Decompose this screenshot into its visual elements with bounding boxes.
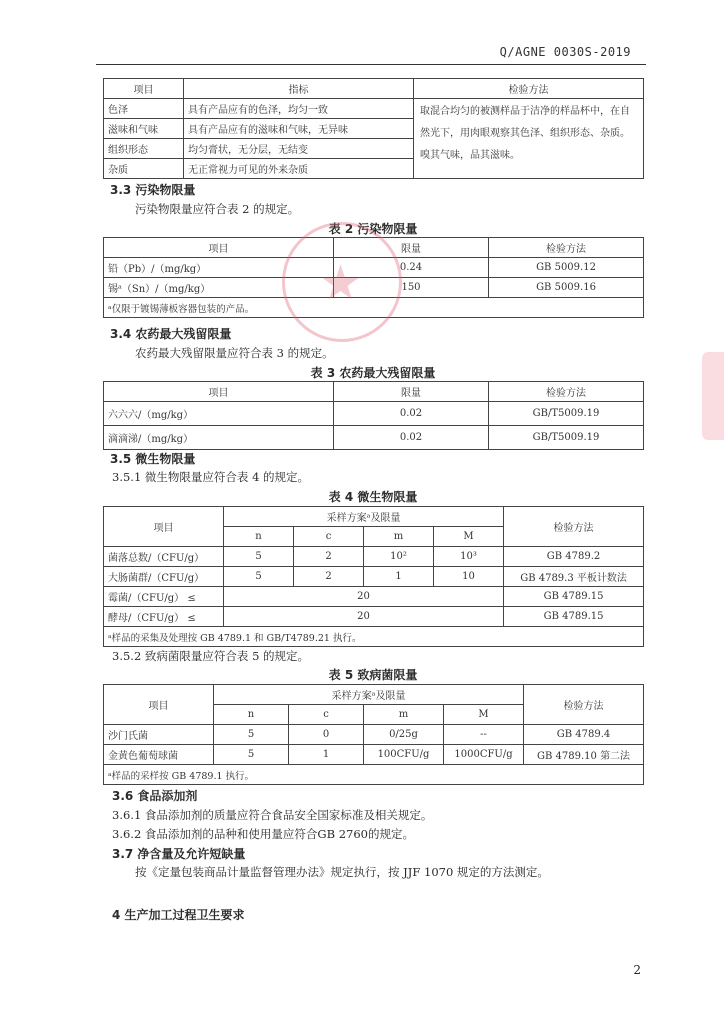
cell-limit: 20 [224, 607, 504, 627]
table-note: ᵃ仅限于镀锡薄板容器包装的产品。 [104, 298, 644, 318]
col-header-M: M [434, 527, 504, 547]
cell-limit: 20 [224, 587, 504, 607]
table-row [104, 567, 644, 587]
edge-seal-mark [702, 352, 724, 440]
col-header-limit: 限量 [334, 382, 489, 402]
col-header-item: 项目 [104, 79, 184, 99]
section-3-4-text: 农药最大残留限量应符合表 3 的规定。 [135, 346, 334, 360]
section-3-5-1-text: 3.5.1 微生物限量应符合表 4 的规定。 [112, 470, 310, 484]
cell-item: 滋味和气味 [104, 119, 184, 139]
table-row [104, 587, 644, 607]
col-header-limit: 限量 [334, 238, 489, 258]
cell-item: 色泽 [104, 99, 184, 119]
cell-item: 滴滴涕/（mg/kg） [104, 426, 334, 450]
cell-limit: 0.02 [334, 402, 489, 426]
table-header-row [104, 238, 644, 258]
section-3-6-2-text: 3.6.2 食品添加剂的品种和使用量应符合GB 2760的规定。 [112, 827, 414, 841]
cell-m: 10² [364, 547, 434, 567]
cell-item: 组织形态 [104, 139, 184, 159]
table-2-caption: 表 2 污染物限量 [328, 222, 418, 236]
cell-method: 取混合均匀的被测样品于洁净的样品杯中，在自然光下，用肉眼观察其色泽、组织形态、杂质。嗅其气味，品其滋味。 [414, 99, 644, 179]
cell-limit: 0.24 [334, 258, 489, 278]
table-row [104, 278, 644, 298]
table-row [104, 547, 644, 567]
cell-item: 酵母/（CFU/g） ≤ [104, 607, 224, 627]
cell-n: 5 [214, 725, 289, 745]
cell-item: 霉菌/（CFU/g） ≤ [104, 587, 224, 607]
col-header-c: c [294, 527, 364, 547]
pathogen-table [103, 684, 644, 785]
section-3-4-heading: 3.4 农药最大残留限量 [110, 327, 232, 341]
cell-M: 10³ [434, 547, 504, 567]
cell-method: GB 5009.12 [489, 258, 644, 278]
table-note: ᵃ样品的采样按 GB 4789.1 执行。 [104, 765, 644, 785]
cell-method: GB 4789.15 [504, 607, 644, 627]
cell-item: 金黄色葡萄球菌 [104, 745, 214, 765]
cell-method: GB/T5009.19 [489, 402, 644, 426]
cell-M: -- [444, 725, 524, 745]
section-3-7-text: 按《定量包装商品计量监督管理办法》规定执行，按 JJF 1070 规定的方法测定。 [135, 865, 549, 879]
col-header-method: 检验方法 [524, 685, 644, 725]
col-header-item: 项目 [104, 685, 214, 725]
cell-m: 1 [364, 567, 434, 587]
col-header-method: 检验方法 [414, 79, 644, 99]
col-header-m: m [364, 527, 434, 547]
cell-method: GB 4789.10 第二法 [524, 745, 644, 765]
section-3-6-heading: 3.6 食品添加剂 [112, 789, 198, 803]
cell-c: 2 [294, 547, 364, 567]
seal-star-icon: ★ [319, 255, 363, 311]
table-5-caption: 表 5 致病菌限量 [328, 668, 418, 682]
cell-m: 0/25g [364, 725, 444, 745]
col-header-M: M [444, 705, 524, 725]
table-note-row [104, 765, 644, 785]
section-3-7-heading: 3.7 净含量及允许短缺量 [112, 847, 246, 861]
cell-c: 2 [294, 567, 364, 587]
cell-method: GB/T5009.19 [489, 426, 644, 450]
contaminant-table [103, 237, 644, 318]
col-header-m: m [364, 705, 444, 725]
col-header-sampling-plan: 采样方案ᵃ及限量 [224, 507, 504, 527]
cell-n: 5 [214, 745, 289, 765]
section-3-3-text: 污染物限量应符合表 2 的规定。 [135, 202, 300, 216]
cell-limit: 0.02 [334, 426, 489, 450]
table-row [104, 745, 644, 765]
cell-indicator: 具有产品应有的滋味和气味，无异味 [184, 119, 414, 139]
table-header-row [104, 685, 644, 705]
cell-method: GB 4789.3 平板计数法 [504, 567, 644, 587]
cell-item: 沙门氏菌 [104, 725, 214, 745]
cell-item: 大肠菌群/（CFU/g） [104, 567, 224, 587]
cell-item: 锡ᵃ（Sn）/（mg/kg） [104, 278, 334, 298]
cell-n: 5 [224, 547, 294, 567]
cell-method: GB 4789.2 [504, 547, 644, 567]
section-3-3-heading: 3.3 污染物限量 [110, 183, 196, 197]
cell-m: 100CFU/g [364, 745, 444, 765]
header-rule [96, 64, 646, 65]
col-header-method: 检验方法 [489, 382, 644, 402]
section-3-6-1-text: 3.6.1 食品添加剂的质量应符合食品安全国家标准及相关规定。 [112, 808, 433, 822]
table-row [104, 725, 644, 745]
cell-item: 六六六/（mg/kg） [104, 402, 334, 426]
cell-indicator: 均匀膏状，无分层，无结变 [184, 139, 414, 159]
col-header-method: 检验方法 [489, 238, 644, 258]
col-header-n: n [214, 705, 289, 725]
table-4-caption: 表 4 微生物限量 [328, 490, 418, 504]
cell-method: GB 4789.15 [504, 587, 644, 607]
cell-M: 1000CFU/g [444, 745, 524, 765]
cell-item: 铅（Pb）/（mg/kg） [104, 258, 334, 278]
col-header-method: 检验方法 [504, 507, 644, 547]
cell-item: 杂质 [104, 159, 184, 179]
cell-item: 菌落总数/（CFU/g） [104, 547, 224, 567]
table-note: ᵃ样品的采集及处理按 GB 4789.1 和 GB/T4789.21 执行。 [104, 627, 644, 647]
section-3-5-heading: 3.5 微生物限量 [110, 452, 196, 466]
table-row [104, 607, 644, 627]
cell-method: GB 4789.4 [524, 725, 644, 745]
section-4-heading: 4 生产加工过程卫生要求 [112, 908, 245, 922]
table-header-row [104, 507, 644, 527]
pesticide-table [103, 381, 644, 450]
cell-indicator: 具有产品应有的色泽，均匀一致 [184, 99, 414, 119]
col-header-n: n [224, 527, 294, 547]
table-row [104, 99, 644, 119]
table-row [104, 258, 644, 278]
col-header-item: 项目 [104, 382, 334, 402]
cell-indicator: 无正常视力可见的外来杂质 [184, 159, 414, 179]
table-header-row [104, 382, 644, 402]
col-header-sampling-plan: 采样方案ᵃ及限量 [214, 685, 524, 705]
col-header-indicator: 指标 [184, 79, 414, 99]
table-3-caption: 表 3 农药最大残留限量 [310, 366, 436, 380]
table-note-row [104, 298, 644, 318]
table-row [104, 402, 644, 426]
cell-limit: 150 [334, 278, 489, 298]
cell-M: 10 [434, 567, 504, 587]
table-row [104, 426, 644, 450]
page-number: 2 [633, 963, 641, 977]
sensory-table [103, 78, 644, 179]
cell-c: 0 [289, 725, 364, 745]
cell-c: 1 [289, 745, 364, 765]
table-header-row [104, 79, 644, 99]
section-3-5-2-text: 3.5.2 致病菌限量应符合表 5 的规定。 [112, 649, 310, 663]
cell-method: GB 5009.16 [489, 278, 644, 298]
table-note-row [104, 627, 644, 647]
col-header-item: 项目 [104, 238, 334, 258]
microbial-table [103, 506, 644, 647]
col-header-item: 项目 [104, 507, 224, 547]
cell-n: 5 [224, 567, 294, 587]
document-id: Q/AGNE 0030S-2019 [499, 45, 631, 59]
col-header-c: c [289, 705, 364, 725]
